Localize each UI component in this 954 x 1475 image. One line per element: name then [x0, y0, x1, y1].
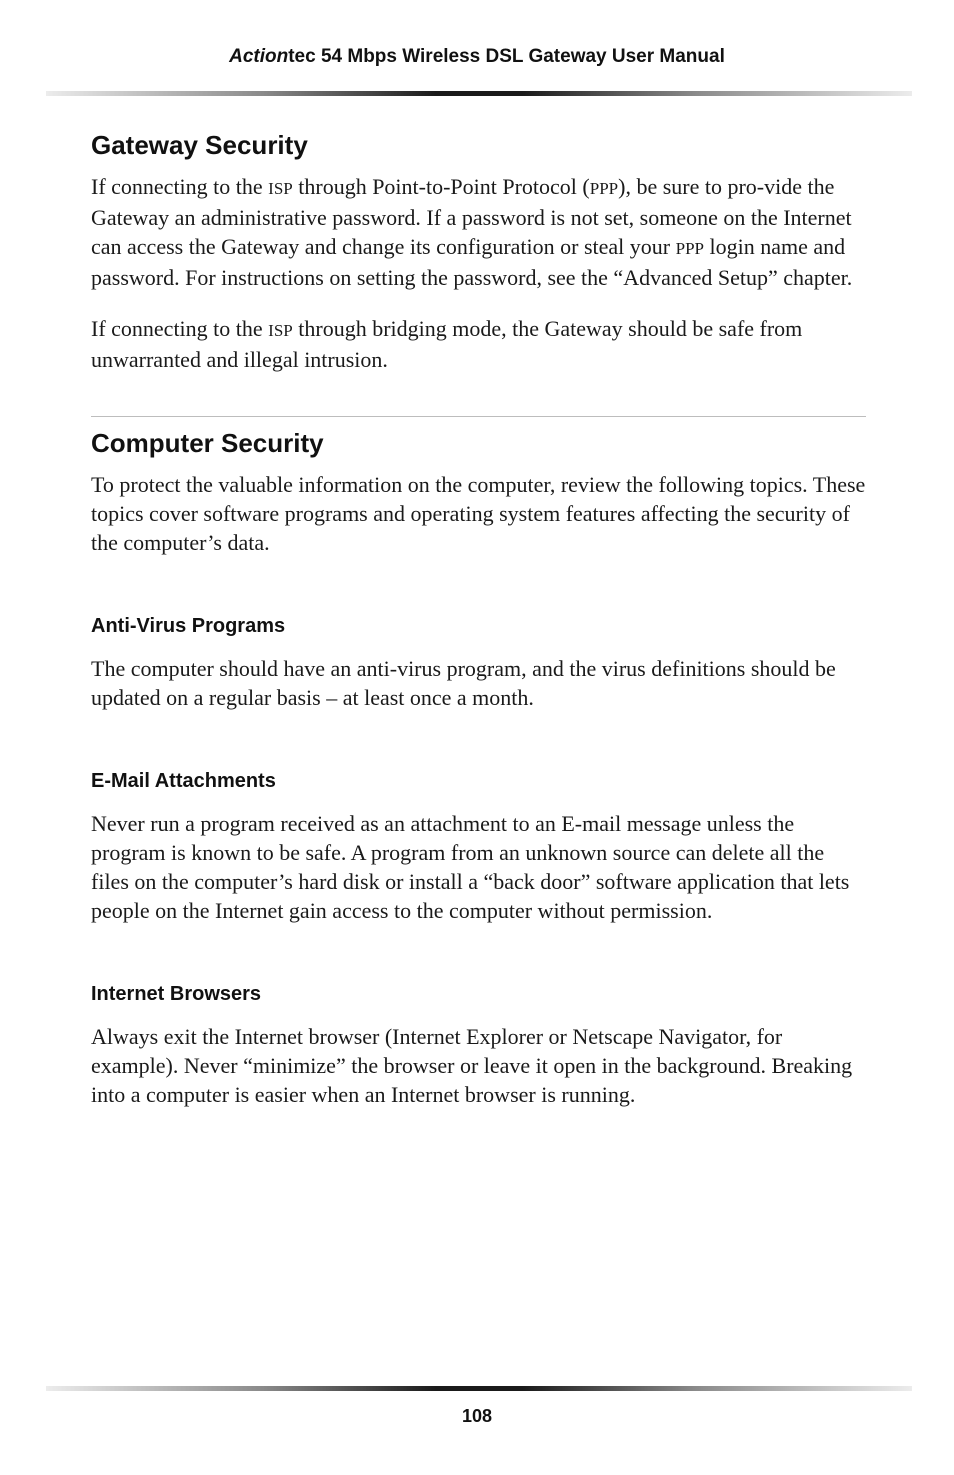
- header-brand-italic: Action: [229, 46, 289, 67]
- heading-email-attachments: E-Mail Attachments: [91, 770, 276, 792]
- paragraph-gateway-bridging: If connecting to the ISP through bridging mode, the Gateway should be safe from unwarranted and illegal intrusion.: [91, 316, 803, 372]
- paragraph-anti-virus: The computer should have an anti-virus program, and the virus definitions should be updated on a regular basis – at least once a month.: [91, 656, 836, 710]
- paragraph-gateway-ppp: If connecting to the ISP through Point-to-Point Protocol (PPP), be sure to pro-vide the Gateway an administrative password. If a password is not set, someone on the Internet can access the Gateway and change its configuration or steal your PPP login name and password. For instructions on setting the password, see the “Advanced Setup” chapter.: [91, 174, 853, 290]
- page-number: 108: [461, 1406, 493, 1426]
- paragraph-email-attachments: Never run a program received as an attachment to an E-mail message unless the program is known to be safe. A program from an unknown source can delete all the files on the computer’s hard disk or install a “back door” software application that lets people on the Internet gain access to the computer without permission.: [91, 811, 850, 923]
- paragraph-internet-browsers: Always exit the Internet browser (Internet Explorer or Netscape Navigator, for example). Never “minimize” the browser or leave it open in the background. Breaking into a computer is easier when an Internet browser is running.: [91, 1024, 853, 1107]
- header-rule: [46, 91, 912, 96]
- heading-internet-browsers: Internet Browsers: [91, 983, 262, 1005]
- running-header: [0, 46, 954, 68]
- header-title-text: tec 54 Mbps Wireless DSL Gateway User Manual: [288, 46, 725, 67]
- paragraph-computer-intro: To protect the valuable information on the computer, review the following topics. These topics cover software programs and operating system features affecting the security of the computer’s data.: [91, 472, 866, 555]
- heading-computer-security: Computer Security: [91, 428, 324, 458]
- page-content: [91, 128, 866, 1109]
- heading-gateway-security: Gateway Security: [91, 130, 308, 160]
- heading-anti-virus: Anti-Virus Programs: [91, 615, 286, 637]
- footer-rule: [46, 1386, 912, 1391]
